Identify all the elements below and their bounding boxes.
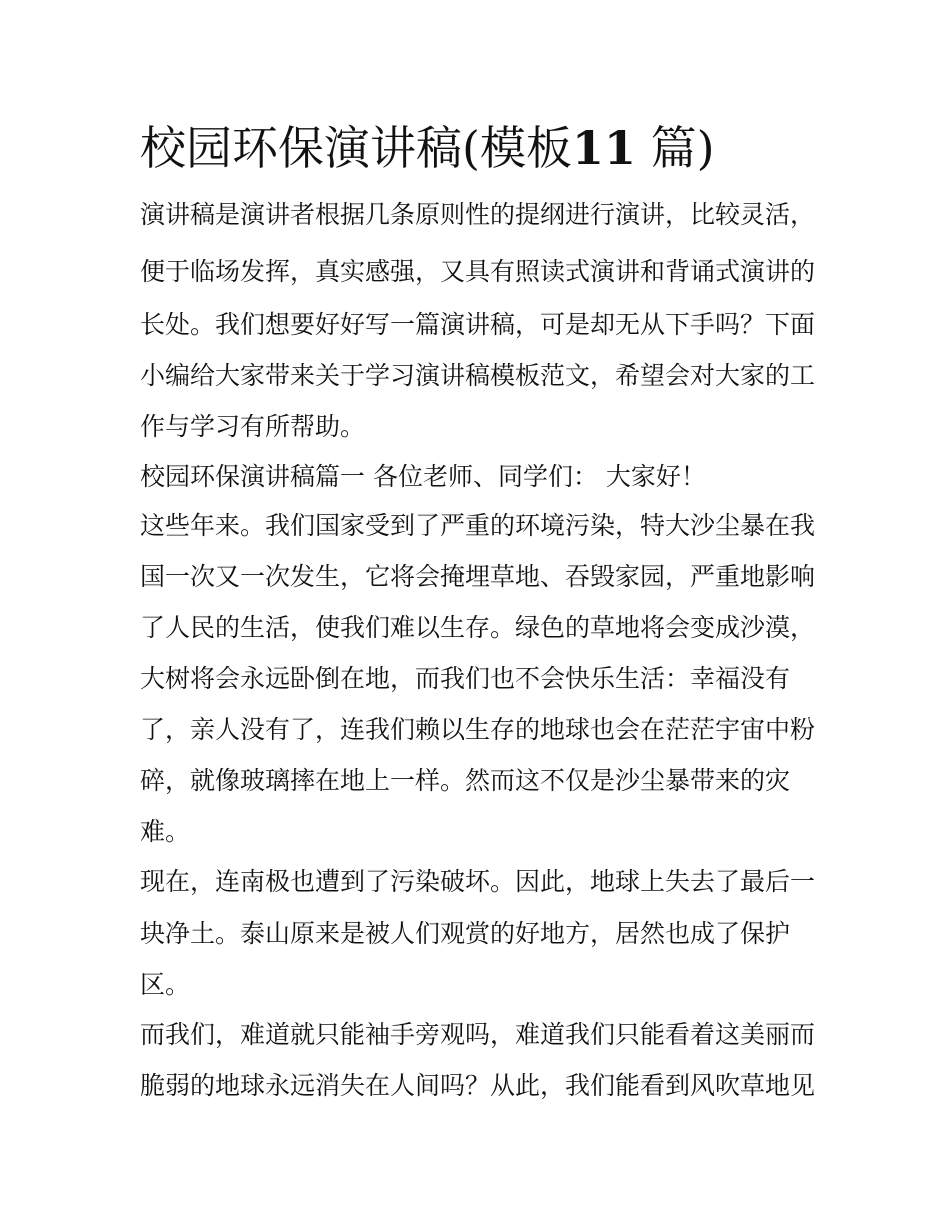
text-line: 脆弱的地球永远消失在人间吗？从此，我们能看到风吹草地见 bbox=[140, 1071, 816, 1100]
text-line: 了，亲人没有了，连我们赖以生存的地球也会在茫茫宇宙中粉 bbox=[140, 715, 816, 744]
text-line: 了人民的生活，使我们难以生存。绿色的草地将会变成沙漠， bbox=[140, 613, 816, 642]
text-line: 块净土。泰山原来是被人们观赏的好地方，居然也成了保护 bbox=[140, 919, 791, 948]
text-line: 长处。我们想要好好写一篇演讲稿，可是却无从下手吗？下面 bbox=[140, 310, 816, 339]
title-suffix: 篇) bbox=[650, 121, 715, 175]
text-line: 这些年来。我们国家受到了严重的环境污染，特大沙尘暴在我 bbox=[140, 511, 816, 540]
text-line: 作与学习有所帮助。 bbox=[140, 412, 366, 441]
text-line: 碎，就像玻璃摔在地上一样。然而这不仅是沙尘暴带来的灾 bbox=[140, 766, 791, 795]
document-title bbox=[140, 118, 715, 178]
text-line: 而我们，难道就只能袖手旁观吗，难道我们只能看着这美丽而 bbox=[140, 1020, 816, 1049]
text-line: 便于临场发挥，真实感强，又具有照读式演讲和背诵式演讲的 bbox=[140, 257, 816, 286]
title-number: 11 bbox=[571, 121, 636, 175]
text-line: 国一次又一次发生，它将会掩埋草地、吞毁家园，严重地影响 bbox=[140, 562, 816, 591]
text-line: 现在，连南极也遭到了污染破坏。因此，地球上失去了最后一 bbox=[140, 867, 816, 896]
text-line: 区。 bbox=[140, 970, 191, 999]
text-line: 难。 bbox=[140, 817, 191, 846]
title-text: 校园环保演讲稿(模板 bbox=[140, 121, 572, 175]
text-line: 大树将会永远卧倒在地，而我们也不会快乐生活：幸福没有 bbox=[140, 664, 791, 693]
text-line: 校园环保演讲稿篇一 各位老师、同学们： 大家好！ bbox=[140, 462, 706, 491]
text-line: 小编给大家带来关于学习演讲稿模板范文，希望会对大家的工 bbox=[140, 361, 816, 390]
text-line: 演讲稿是演讲者根据几条原则性的提纲进行演讲，比较灵活， bbox=[140, 200, 816, 229]
